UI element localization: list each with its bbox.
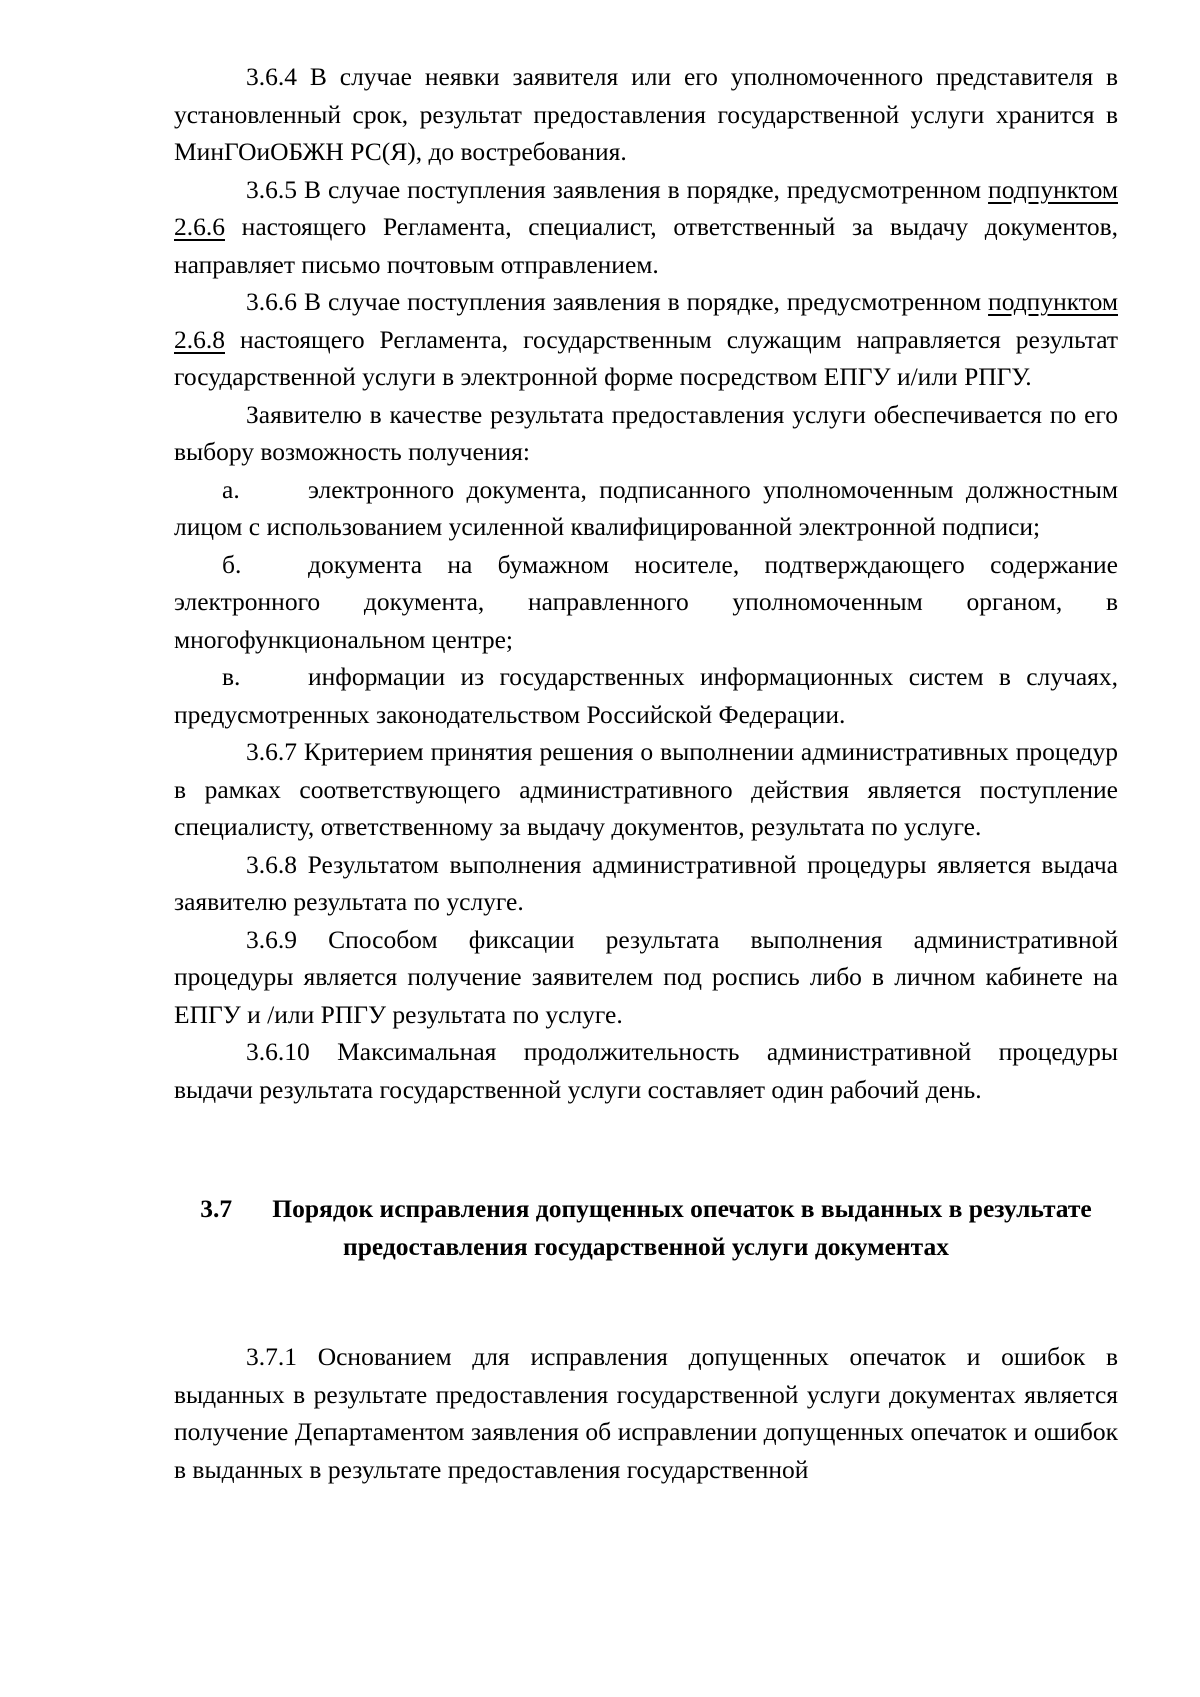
link-subitem-2-6-8[interactable]: подпунктом 2.6.8 <box>174 287 1118 354</box>
paragraph-3-6-8: 3.6.8 Результатом выполнения административной процедуры является выдача заявителю результата по услуге. <box>174 849 1118 916</box>
list-marker: а. <box>222 474 240 504</box>
paragraph-3-6-5 <box>174 171 1118 284</box>
paragraph-3-6-6 <box>174 283 1118 396</box>
section-number: 3.7 <box>200 1194 233 1223</box>
list-marker: в. <box>222 662 241 691</box>
list-item-text: документа на бумажном носителе, подтверждающего содержание электронного документа, направленного уполномоченным органом, в многофункциональном центре; <box>174 549 1118 654</box>
paragraph-text-end: настоящего Регламента, специалист, ответственный за выдачу документов, направляет письмо почтовым отправлением. <box>174 212 1118 279</box>
paragraph-3-6-9: 3.6.9 Способом фиксации результата выполнения административной процедуры является получение заявителем под роспись либо в личном кабинете на ЕПГУ и /или РПГУ результата по услуге. <box>174 924 1118 1029</box>
list-item-a <box>174 471 1118 546</box>
list-item-b <box>174 546 1118 659</box>
list-item-text: информации из государственных информационных систем в случаях, предусмотренных законодательством Российской Федерации. <box>174 662 1118 729</box>
paragraph-text-start: 3.6.6 В случае поступления заявления в порядке, предусмотренном <box>246 287 989 316</box>
section-heading-3-7 <box>174 1190 1118 1266</box>
list-item-v <box>174 658 1118 733</box>
section-spacer <box>174 1266 1118 1338</box>
paragraph-3-6-10: 3.6.10 Максимальная продолжительность административной процедуры выдачи результата государственной услуги составляет один рабочий день. <box>174 1037 1118 1104</box>
paragraph-3-7-1: 3.7.1 Основанием для исправления допущенных опечаток и ошибок в выданных в результате предоставления государственной услуги документах является получение Департаментом заявления об исправлении допущенных опечаток и ошибок в выданных в результате предоставления государственной <box>174 1342 1118 1484</box>
paragraph-text: В случае неявки заявителя или его уполномоченного представителя в установленный срок, результат предоставления государственной услуги хранится в МинГОиОБЖН РС(Я), до востребования. <box>174 62 1118 166</box>
paragraph-3-6-4 <box>174 58 1118 171</box>
section-title: Порядок исправления допущенных опечаток в выданных в результате предоставления государственной услуги документах <box>272 1194 1092 1261</box>
list-marker: б. <box>222 549 242 579</box>
list-item-text: электронного документа, подписанного уполномоченным должностным лицом с использованием усиленной квалифицированной электронной подписи; <box>174 474 1118 541</box>
paragraph-3-6-7: 3.6.7 Критерием принятия решения о выполнении административных процедур в рамках соответствующего административного действия является поступление специалисту, ответственному за выдачу документов, результата по услуге. <box>174 737 1118 841</box>
link-subitem-2-6-6[interactable]: подпунктом 2.6.6 <box>174 174 1118 241</box>
paragraph-number: 3.6.4 <box>246 62 297 91</box>
section-spacer <box>174 1108 1118 1190</box>
paragraph-result-choice: Заявителю в качестве результата предоставления услуги обеспечивается по его выбору возможность получения: <box>174 399 1118 466</box>
paragraph-text-start: 3.6.5 В случае поступления заявления в порядке, предусмотренном <box>246 174 989 204</box>
document-body <box>174 58 1118 1488</box>
paragraph-text-end: настоящего Регламента, государственным служащим направляется результат государственной услуги в электронной форме посредством ЕПГУ и/или РПГУ. <box>174 324 1118 391</box>
